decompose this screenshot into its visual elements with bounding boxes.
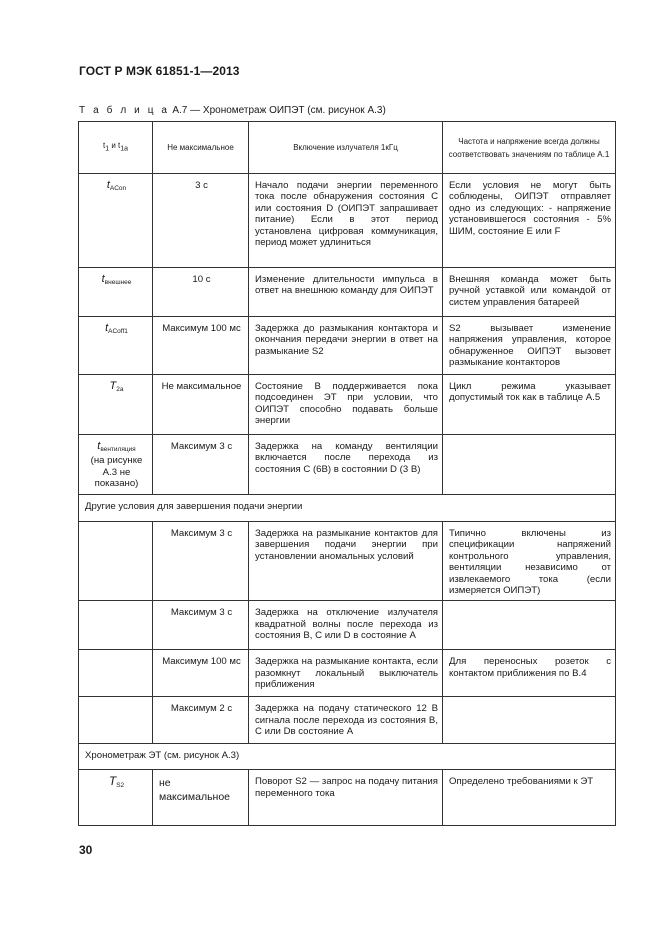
note-cell: Определено требованиями к ЭТ	[443, 770, 616, 826]
symbol-cell	[79, 522, 153, 601]
note-cell: Цикл режима указывает допустимый ток как в таблице А.5	[443, 375, 616, 435]
symbol-cell: $t_{вентиляция}$ (на рисунке А.3 не показано)	[79, 435, 153, 495]
description-cell: Задержка на отключение излучателя квадратной волны после перехода из состояния В, С или D в состояние А	[249, 601, 443, 650]
section-heading: Хронометраж ЭТ (см. рисунок А.3)	[79, 744, 616, 770]
table-row	[79, 601, 616, 650]
description-cell: Начало подачи энергии переменного тока после обнаружения состояния С или состояния D (ОИПЭТ запрашивает питание) Если в этот период установлена цифровая коммуникация, период может удлиниться	[249, 174, 443, 268]
table-row	[79, 697, 616, 744]
symbol-note: (на рисунке А.3 не показано)	[90, 455, 143, 490]
description-cell: Задержка до размыкания контактора и окончания передачи энергии в ответ на размыкание S2	[249, 317, 443, 375]
max-cell: Максимум 3 с	[153, 601, 249, 650]
description-cell: Состояние В поддерживается пока подсоединен ЭТ при условии, что ОИПЭТ способно подавать больше энергии	[249, 375, 443, 435]
table-row	[79, 770, 616, 826]
description-cell: Задержка на команду вентиляции включается после перехода из состояния С (6В) в состоянии D (3 В)	[249, 435, 443, 495]
table-row	[79, 317, 616, 375]
max-cell: Максимум 3 с	[153, 522, 249, 601]
note-cell	[443, 697, 616, 744]
max-cell: 3 с	[153, 174, 249, 268]
description-cell: Поворот S2 — запрос на подачу питания переменного тока	[249, 770, 443, 826]
table-header-row	[79, 122, 616, 174]
page-number: 30	[79, 843, 93, 857]
table-caption	[79, 105, 386, 116]
table-row	[79, 375, 616, 435]
symbol-cell	[79, 601, 153, 650]
symbol-cell	[79, 650, 153, 697]
max-cell: Максимум 2 с	[153, 697, 249, 744]
header-cell-max: Не максимальное	[153, 122, 249, 174]
max-cell: Максимум 3 с	[153, 435, 249, 495]
symbol-cell	[79, 697, 153, 744]
table-row	[79, 522, 616, 601]
symbol-cell: $T_{2a}$	[79, 375, 153, 435]
note-cell: S2 вызывает изменение напряжения управления, которое обнаруженное ОИПЭТ вызовет размыкание контакторов	[443, 317, 616, 375]
section-heading: Другие условия для завершения подачи энергии	[79, 495, 616, 522]
caption-label: Т а б л и ц а	[79, 105, 170, 116]
max-cell: не максимальное	[153, 770, 249, 826]
header-cell-description: Включение излучателя 1кГц	[249, 122, 443, 174]
table-row	[79, 268, 616, 317]
note-cell: Внешняя команда может быть ручной уставкой или командой от систем управления батареей	[443, 268, 616, 317]
note-cell: Типично включены из спецификации напряжений контрольного управления, вентиляции независимо от извлекаемого тока (если измеряется ОИПЭТ)	[443, 522, 616, 601]
header-cell-symbol: $t_1$ и $t_{1a}$	[79, 122, 153, 174]
symbol-cell: $t_{ACoff1}$	[79, 317, 153, 375]
caption-title: А.7 — Хронометраж ОИПЭТ (см. рисунок А.3)	[169, 105, 386, 116]
table-row	[79, 435, 616, 495]
description-cell: Задержка на подачу статического 12 В сигнала после перехода из состояния В, С или Dв состояние А	[249, 697, 443, 744]
table-row	[79, 650, 616, 697]
timing-table	[78, 121, 616, 826]
document-header: ГОСТ Р МЭК 61851-1—2013	[79, 64, 240, 78]
description-cell: Изменение длительности импульса в ответ на внешнюю команду для ОИПЭТ	[249, 268, 443, 317]
section-row	[79, 495, 616, 522]
note-cell: Если условия не могут быть соблюдены, ОИПЭТ отправляет одно из следующих: - напряжение установившегося состояния - 5% ШИМ, состояние Е или F	[443, 174, 616, 268]
table-row	[79, 174, 616, 268]
note-cell	[443, 601, 616, 650]
description-cell: Задержка на размыкание контакта, если разомкнут локальный выключатель приближения	[249, 650, 443, 697]
symbol-cell: $t_{внешнее}$	[79, 268, 153, 317]
max-cell: Максимум 100 мс	[153, 650, 249, 697]
section-row	[79, 744, 616, 770]
note-cell	[443, 435, 616, 495]
header-cell-note: Частота и напряжение всегда должны соответствовать значениям по таблице А.1	[443, 122, 616, 174]
max-cell: 10 с	[153, 268, 249, 317]
symbol-cell: $t_{ACon}$	[79, 174, 153, 268]
note-cell: Для переносных розеток с контактом приближения по В.4	[443, 650, 616, 697]
max-cell: Не максимальное	[153, 375, 249, 435]
max-cell: Максимум 100 мс	[153, 317, 249, 375]
description-cell: Задержка на размыкание контактов для завершения подачи энергии при установлении аномальных условий	[249, 522, 443, 601]
symbol-cell: $T_{S2}$	[79, 770, 153, 826]
